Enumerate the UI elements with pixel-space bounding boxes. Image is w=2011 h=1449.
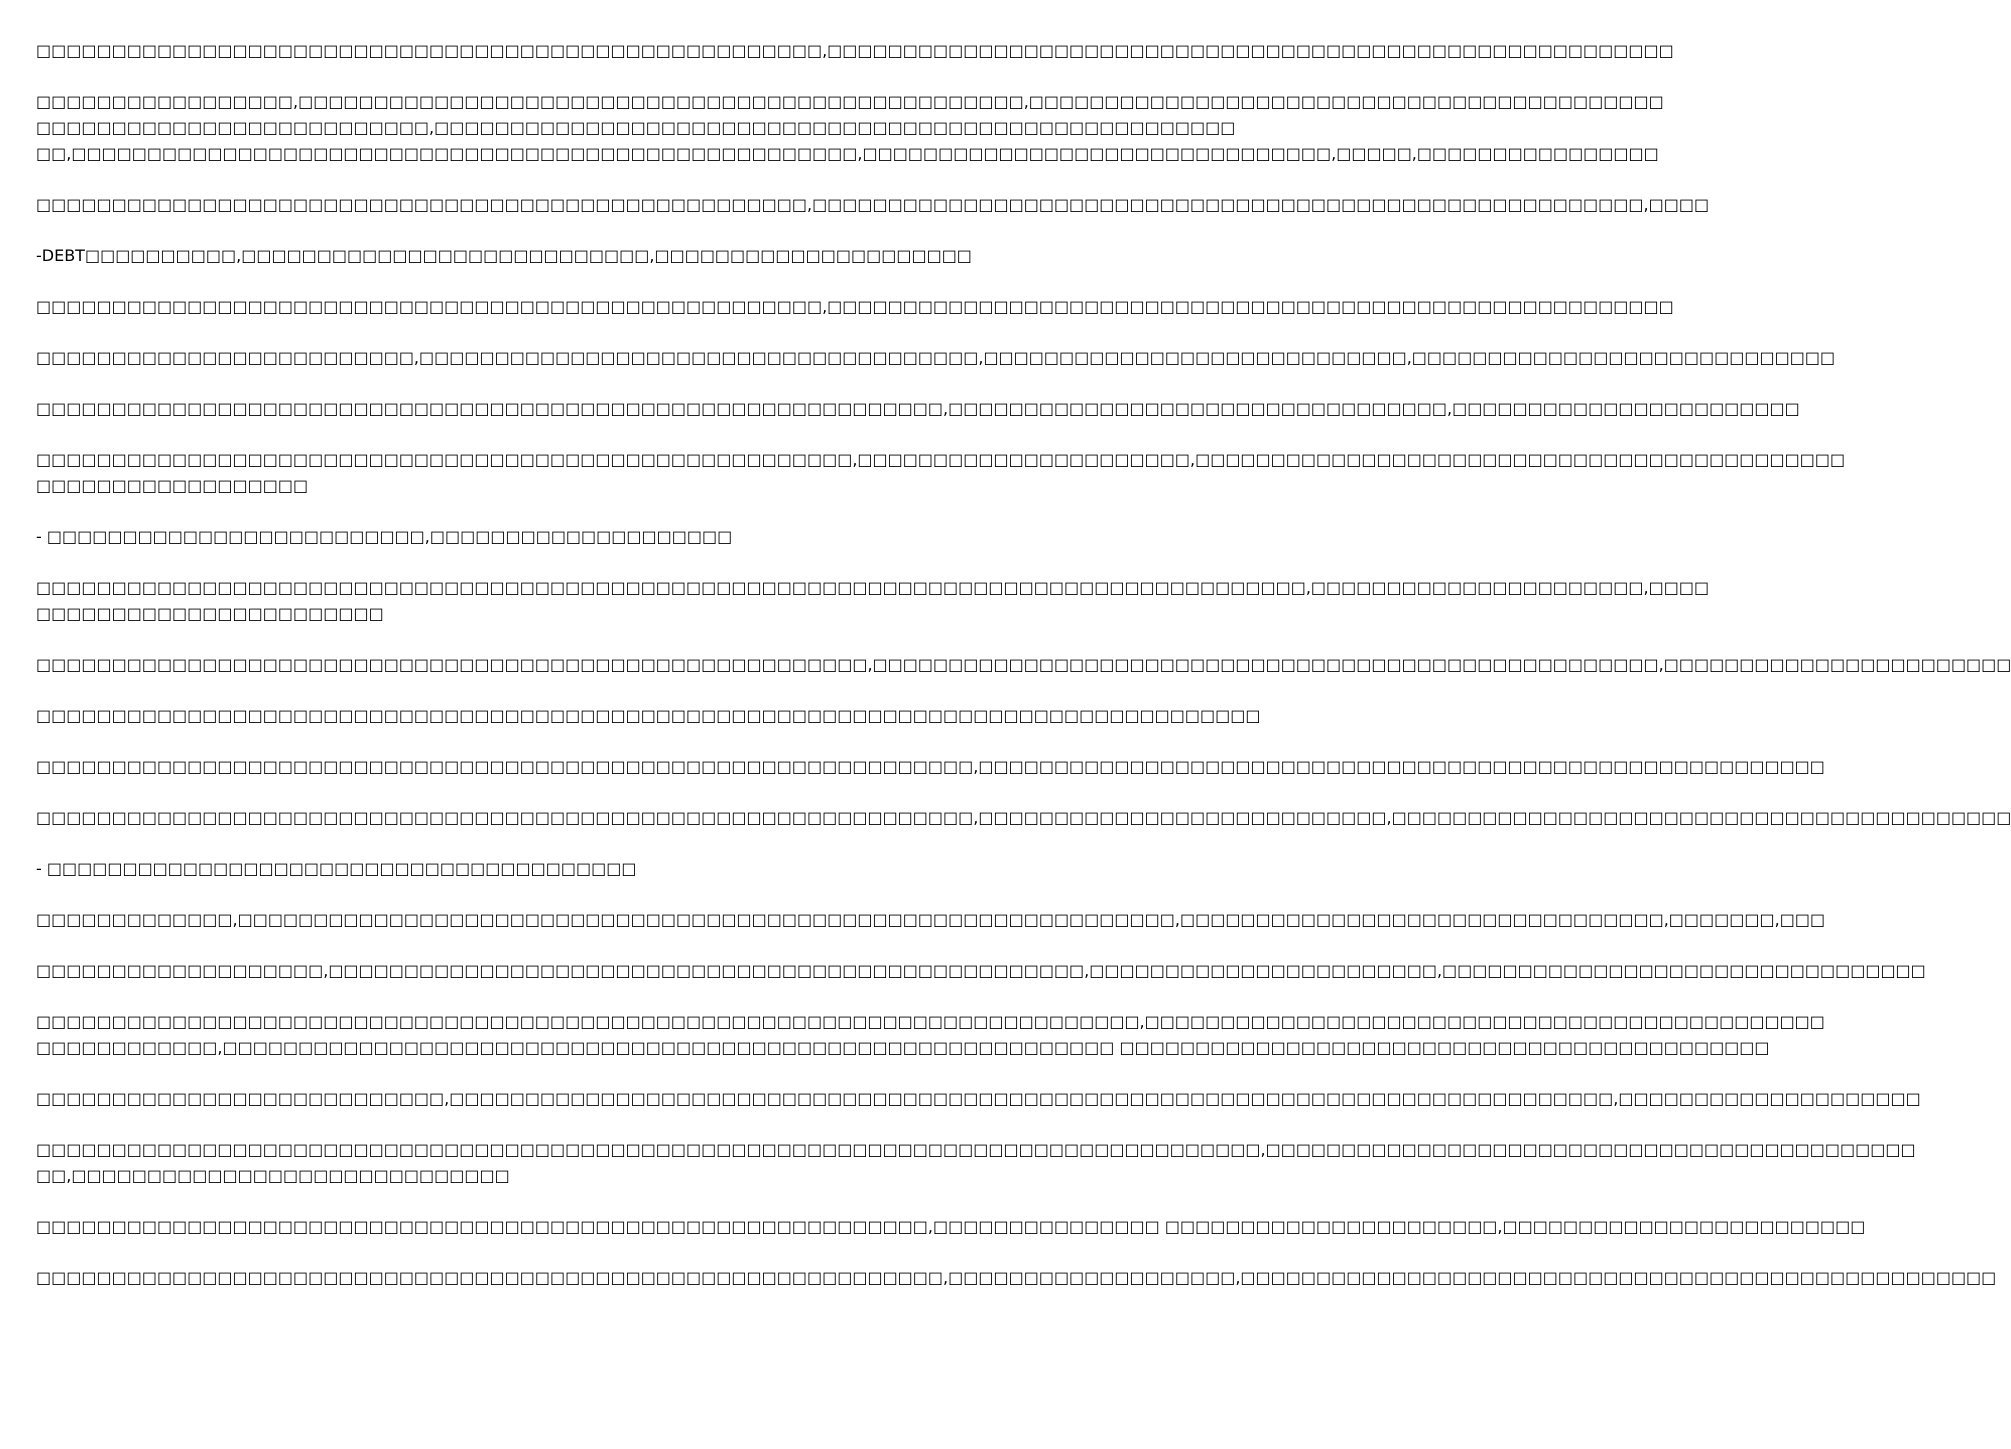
paragraph-line: □□□□□□□□□□□□□□□□□□□□□□□□□□□□□□□□□□□□□□□□□□□□□□□□□□□□□□□□□□□□,□□□□□□□□□□□□□□□□□□□,□□□□□□□□□□□□□□□□□□□□□□□□□□□□□□□□□□□□□□□□□□□□□□□□□□	[36, 1268, 1997, 1287]
paragraph-line: □□,□□□□□□□□□□□□□□□□□□□□□□□□□□□□□	[36, 1166, 510, 1185]
paragraph-line: - □□□□□□□□□□□□□□□□□□□□□□□□□,□□□□□□□□□□□□□□□□□□□□	[36, 527, 733, 546]
paragraph-line: □□□□□□□□□□□□□□□□□□□□□□□	[36, 604, 384, 623]
paragraph	[36, 1137, 1916, 1189]
paragraph-line: □□□□□□□□□□□□□□□□□□□□□□□□□□□□□□□□□□□□□□□□□□□□□□□□□□□□□□□□□□□□□□□□□□□□□□□□□□□□□□□□□,□□□□□□□□□□□□□□□□□□□□□□□□□□□□□□□□□□□□□□□□□□□	[36, 1140, 1916, 1159]
paragraph	[36, 575, 1710, 627]
paragraph	[36, 1086, 1921, 1112]
paragraph-line: □□□□□□□□□□□□□□□□□□□□□□□□□□□□□□□□□□□□□□□□□□□□□□□□□□□□□□□□□□□□□□,□□□□□□□□□□□□□□□□□□□□□□□□□□□,□□□□□□□□□□□□□□□□□□□□□□□□□□□□□□□□□□□□□□□□□	[36, 808, 2011, 827]
paragraph-line: □□□□□□□□□□□□□□□□□□□□□□□□□,□□□□□□□□□□□□□□□□□□□□□□□□□□□□□□□□□□□□□,□□□□□□□□□□□□□□□□□□□□□□□□□□□□,□□□□□□□□□□□□□□□□□□□□□□□□□□□□	[36, 348, 1836, 367]
paragraph-line: □□□□□□□□□□□□,□□□□□□□□□□□□□□□□□□□□□□□□□□□□□□□□□□□□□□□□□□□□□□□□□□□□□□□□□□□ □□□□□□□□□□□□□□□□□□□□□□□□□□□□□□□□□□□□□□□□□□□	[36, 1038, 1770, 1057]
paragraph-line: □□□□□□□□□□□□□□□□□,□□□□□□□□□□□□□□□□□□□□□□□□□□□□□□□□□□□□□□□□□□□□□□□□,□□□□□□□□□□□□□□□□□□□□□□□□□□□□□□□□□□□□□□□□□□	[36, 92, 1664, 111]
paragraph-line: □□□□□□□□□□□□□□□□□□□□□□□□□□□□□□□□□□□□□□□□□□□□□□□□□□□□□□□□□□□□□□□□□□□□□□□□□□□□□□□□□□□□,□□□□□□□□□□□□□□□□□□□□□□,□□□□	[36, 578, 1710, 597]
paragraph-line: □□□□□□□□□□□□□□□□□□□□□□□□□□□□□□□□□□□□□□□□□□□□□□□□□□□□□□□□□□□□,□□□□□□□□□□□□□□□□□□□□□□□□□□□□□□□□□,□□□□□□□□□□□□□□□□□□□□□□□	[36, 399, 1800, 418]
paragraph-line: □□□□□□□□□□□□□□□□□□□□□□□□□□□□□□□□□□□□□□□□□□□□□□□□□□□□,□□□□□□□□□□□□□□□□□□□□□□□□□□□□□□□□□□□□□□□□□□□□□□□□□□□□□□□□	[36, 41, 1674, 60]
paragraph-line: □□□□□□□□□□□□□□□□□□□□□□□□□□□□□□□□□□□□□□□□□□□□□□□□□□□,□□□□□□□□□□□□□□□□□□□□□□□□□□□□□□□□□□□□□□□□□□□□□□□□□□□□□□□,□□□□	[36, 195, 1710, 214]
paragraph	[36, 243, 989, 269]
paragraph-line: □□□□□□□□□□□□□,□□□□□□□□□□□□□□□□□□□□□□□□□□□□□□□□□□□□□□□□□□□□□□□□□□□□□□□□□□□□□□,□□□□□□□□□□□□□□□□□□□□□□□□□□□□□□□□,□□□□□□□,□□□	[36, 910, 1826, 929]
paragraph	[36, 294, 1674, 320]
paragraph	[36, 1265, 1997, 1291]
paragraph-line: □□□□□□□□□□□□□□□□□□□□□□□□□□□□□□□□□□□□□□□□□□□□□□□□□□□□□□□□□□□□□□□□□□□□□□□□□□□□□□□□□	[36, 706, 1261, 725]
paragraph-line: □□,□□□□□□□□□□□□□□□□□□□□□□□□□□□□□□□□□□□□□□□□□□□□□□□□□□□□,□□□□□□□□□□□□□□□□□□□□□□□□□□□□□□□,□□□□□,□□□□□□□□□□□□□□□□	[36, 144, 1659, 163]
paragraph	[36, 907, 1826, 933]
paragraph-line: □□□□□□□□□□□□□□□□□□□□□□□□□□□□□□□□□□□□□□□□□□□□□□□□□□□□□□□□□□□,□□□□□□□□□□□□□□□ □□□□□□□□□□□□□□□□□□□□□□,□□□□□□□□□□□□□□□□□□□□□□□□	[36, 1217, 1866, 1236]
paragraph	[36, 958, 1926, 984]
paragraph	[36, 703, 1261, 729]
paragraph-line: □□□□□□□□□□□□□□□□□□□□□□□□□□□□□□□□□□□□□□□□□□□□□□□□□□□□□□□,□□□□□□□□□□□□□□□□□□□□□□□□□□□□□□□□□□□□□□□□□□□□□□□□□□□□,□□□□□□□□□□□□□□□□□□□□□□□	[36, 655, 2011, 674]
paragraph-line: □□□□□□□□□□□□□□□□□□□□□□□□□□□,□□□□□□□□□□□□□□□□□□□□□□□□□□□□□□□□□□□□□□□□□□□□□□□□□□□□□□□□□□□□□□□□□□□□□□□□□□□□□,□□□□□□□□□□□□□□□□□□□□	[36, 1089, 1921, 1108]
paragraph	[36, 856, 989, 882]
paragraph-line: -DEBT□□□□□□□□□□,□□□□□□□□□□□□□□□□□□□□□□□□□□□,□□□□□□□□□□□□□□□□□□□□□	[36, 246, 972, 265]
paragraph-line: □□□□□□□□□□□□□□□□□□	[36, 476, 309, 495]
paragraph	[36, 652, 2011, 678]
paragraph-line: □□□□□□□□□□□□□□□□□□□□□□□□□□,□□□□□□□□□□□□□□□□□□□□□□□□□□□□□□□□□□□□□□□□□□□□□□□□□□□□□	[36, 118, 1236, 137]
paragraph	[36, 447, 1846, 499]
paragraph	[36, 1009, 1825, 1061]
paragraph	[36, 38, 1674, 64]
paragraph	[36, 524, 989, 550]
paragraph-line: □□□□□□□□□□□□□□□□□□□□□□□□□□□□□□□□□□□□□□□□□□□□□□□□□□□□□□□□□□□□□□,□□□□□□□□□□□□□□□□□□□□□□□□□□□□□□□□□□□□□□□□□□□□□□□□□□□□□□□□	[36, 757, 1825, 776]
paragraph-line: □□□□□□□□□□□□□□□□□□□,□□□□□□□□□□□□□□□□□□□□□□□□□□□□□□□□□□□□□□□□□□□□□□□□□□,□□□□□□□□□□□□□□□□□□□□□□□,□□□□□□□□□□□□□□□□□□□□□□□□□□□□□□□□	[36, 961, 1926, 980]
paragraph-line: □□□□□□□□□□□□□□□□□□□□□□□□□□□□□□□□□□□□□□□□□□□□□□□□□□□□□□,□□□□□□□□□□□□□□□□□□□□□□,□□□□□□□□□□□□□□□□□□□□□□□□□□□□□□□□□□□□□□□□□□□	[36, 450, 1846, 469]
paragraph-line: □□□□□□□□□□□□□□□□□□□□□□□□□□□□□□□□□□□□□□□□□□□□□□□□□□□□,□□□□□□□□□□□□□□□□□□□□□□□□□□□□□□□□□□□□□□□□□□□□□□□□□□□□□□□□	[36, 297, 1674, 316]
paragraph	[36, 192, 1710, 218]
paragraph	[36, 345, 1836, 371]
paragraph-line: - □□□□□□□□□□□□□□□□□□□□□□□□□□□□□□□□□□□□□□□	[36, 859, 637, 878]
paragraph	[36, 89, 1664, 167]
paragraph-line: □□□□□□□□□□□□□□□□□□□□□□□□□□□□□□□□□□□□□□□□□□□□□□□□□□□□□□□□□□□□□□□□□□□□□□□□□,□□□□□□□□□□□□□□□□□□□□□□□□□□□□□□□□□□□□□□□□□□□□□	[36, 1012, 1825, 1031]
paragraph	[36, 754, 1825, 780]
paragraph	[36, 396, 1800, 422]
paragraph	[36, 805, 2011, 831]
paragraph	[36, 1214, 1866, 1240]
document-body	[36, 38, 2011, 1316]
